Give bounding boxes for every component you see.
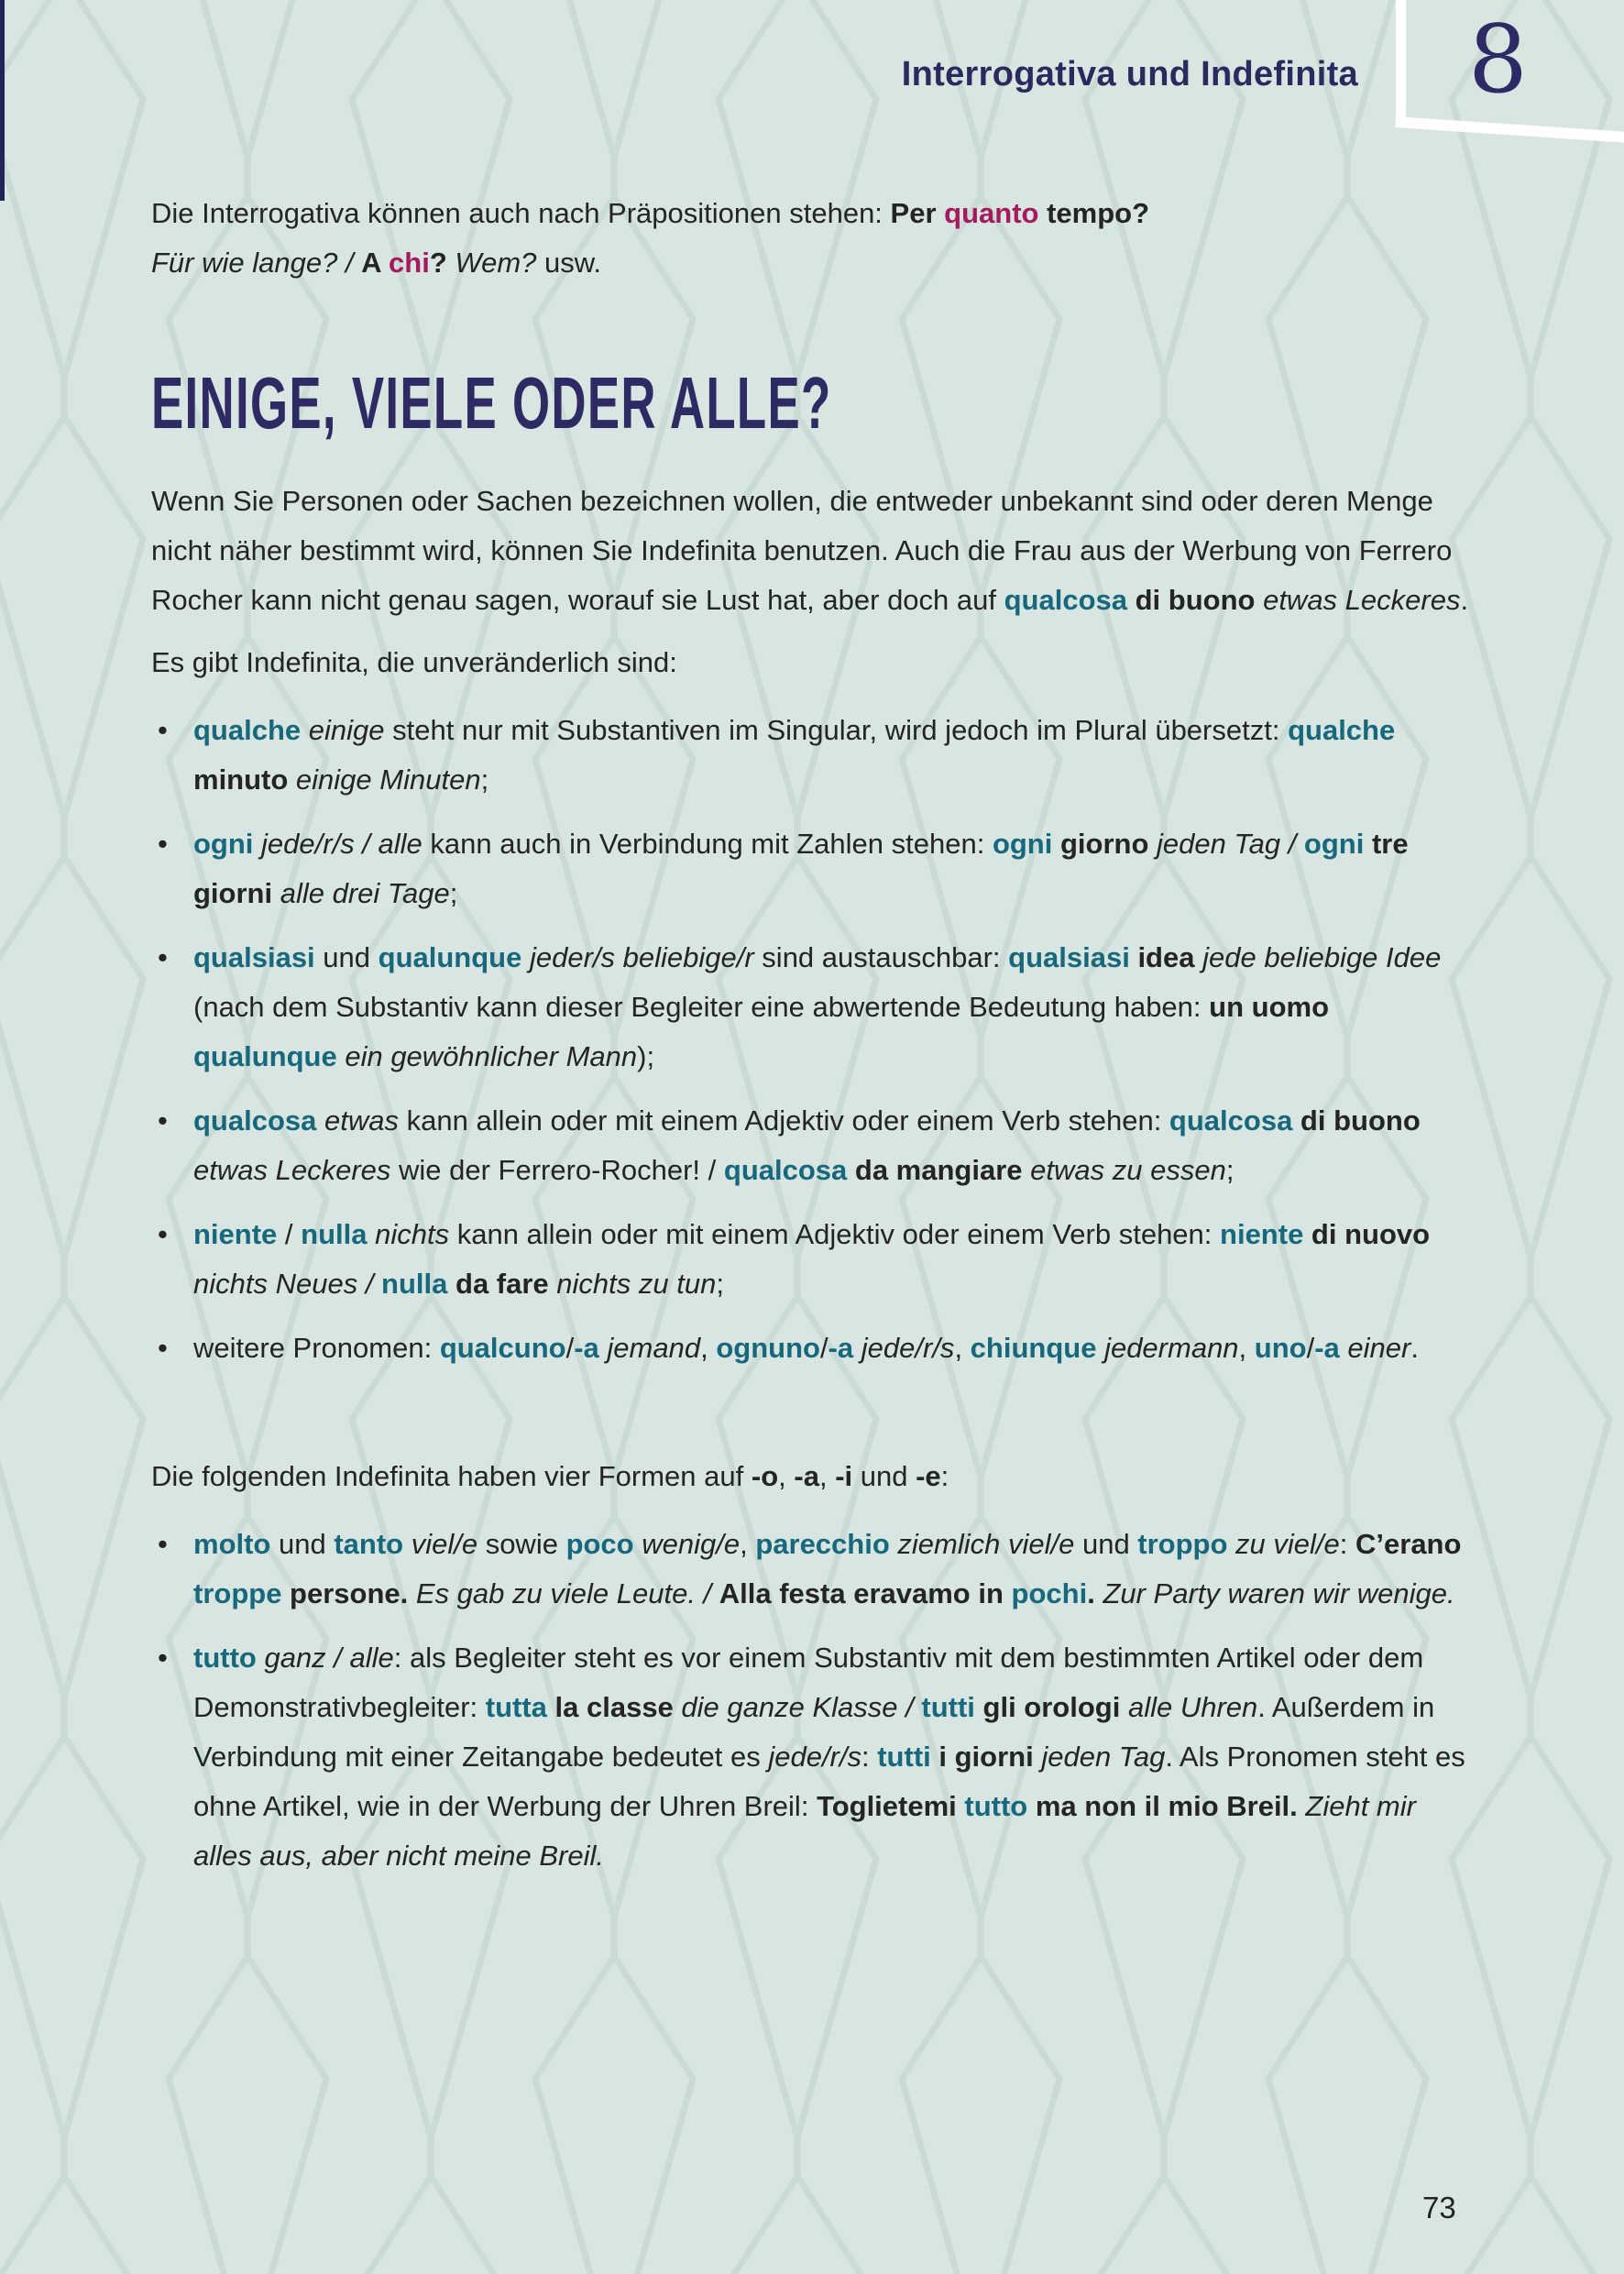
bullet-icon: • bbox=[158, 1104, 168, 1137]
list-item-text: weitere Pronomen: qualcuno/-a jemand, ognuno/-a jede/r/s, chiunque jedermann, uno/-a einer. bbox=[193, 1332, 1419, 1364]
list-item-text: qualche einige steht nur mit Substantiven im Singular, wird jedoch im Plural übersetzt: qualche minuto einige Minuten; bbox=[193, 714, 1396, 796]
list-item bbox=[151, 1324, 1478, 1373]
bullet-icon: • bbox=[158, 1332, 168, 1364]
bullet-icon: • bbox=[158, 941, 168, 973]
section-heading-text: EINIGE, VIELE ODER ALLE? bbox=[151, 362, 832, 444]
section-heading-wrap bbox=[151, 362, 1478, 444]
section-heading bbox=[151, 362, 1478, 444]
intro-paragraph: Die Interrogativa können auch nach Präpositionen stehen: Per quanto tempo? Für wie lange? / A chi? Wem? usw. bbox=[151, 197, 1150, 279]
bullet-icon: • bbox=[158, 714, 168, 746]
bullet-icon: • bbox=[158, 1218, 168, 1250]
list-item-text: niente / nulla nichts kann allein oder mit einem Adjektiv oder einem Verb stehen: niente di nuovo nichts Neues / nulla da fare nichts zu tun; bbox=[193, 1218, 1431, 1300]
list-item bbox=[151, 1096, 1478, 1195]
bullet-icon: • bbox=[158, 1528, 168, 1560]
bullet-icon: • bbox=[158, 1642, 168, 1674]
spine-accent-bar bbox=[0, 0, 5, 201]
list-item-text: qualsiasi und qualunque jeder/s beliebige/r sind austauschbar: qualsiasi idea jede beliebige Idee (nach dem Substantiv kann dieser Begleiter eine abwertende Bedeutung haben: un uomo qualunque ein gewöhnlicher Mann); bbox=[193, 941, 1442, 1072]
list-item bbox=[151, 819, 1478, 918]
list-item bbox=[151, 1520, 1478, 1619]
page-body bbox=[151, 0, 1478, 1895]
invariable-indefinita-list bbox=[151, 706, 1478, 1373]
list-item bbox=[151, 933, 1478, 1082]
list-item-text: tutto ganz / alle: als Begleiter steht es vor einem Substantiv mit dem bestimmten Artikel oder dem Demonstrativbegleiter: tutta la classe die ganze Klasse / tutti gli orologi alle Uhren. Außerdem in Verbindung mit einer Zeitangabe bedeutet es jede/r/s: tutti i giorni jeden Tag. Als Pronomen steht es ohne Artikel, wie in der Werbung der Uhren Breil: Toglietemi tutto ma non il mio Breil. Zieht mir alles aus, aber nicht meine Breil. bbox=[193, 1642, 1465, 1872]
bullet-icon: • bbox=[158, 828, 168, 860]
four-forms-list bbox=[151, 1520, 1478, 1881]
list-item bbox=[151, 706, 1478, 805]
page-number: 73 bbox=[1422, 2191, 1456, 2225]
chapter-number: 8 bbox=[1468, 5, 1528, 115]
four-forms-intro: Die folgenden Indefinita haben vier Formen auf -o, -a, -i und -e: bbox=[151, 1460, 949, 1492]
list-item-text: ogni jede/r/s / alle kann auch in Verbindung mit Zahlen stehen: ogni giorno jeden Tag / ogni tre giorni alle drei Tage; bbox=[193, 828, 1409, 909]
list-item bbox=[151, 1633, 1478, 1881]
list-item-text: qualcosa etwas kann allein oder mit einem Adjektiv oder einem Verb stehen: qualcosa di buono etwas Leckeres wie der Ferrero-Rocher! / qualcosa da mangiare etwas zu essen; bbox=[193, 1104, 1421, 1186]
section-lead-paragraph: Wenn Sie Personen oder Sachen bezeichnen wollen, die entweder unbekannt sind oder deren Menge nicht näher bestimmt wird, können Sie Indefinita benutzen. Auch die Frau aus der Werbung von Ferrero Rocher kann nicht genau sagen, worauf sie Lust hat, aber doch auf qualcosa di buono etwas Leckeres. bbox=[151, 485, 1469, 616]
list-item bbox=[151, 1210, 1478, 1309]
running-head: Interrogativa und Indefinita bbox=[901, 55, 1358, 93]
invariable-list-intro: Es gibt Indefinita, die unveränderlich sind: bbox=[151, 646, 677, 678]
list-item-text: molto und tanto viel/e sowie poco wenig/e, parecchio ziemlich viel/e und troppo zu viel/e: C’erano troppe persone. Es gab zu viele Leute. / Alla festa eravamo in pochi. Zur Party waren wir wenige. bbox=[193, 1528, 1462, 1609]
